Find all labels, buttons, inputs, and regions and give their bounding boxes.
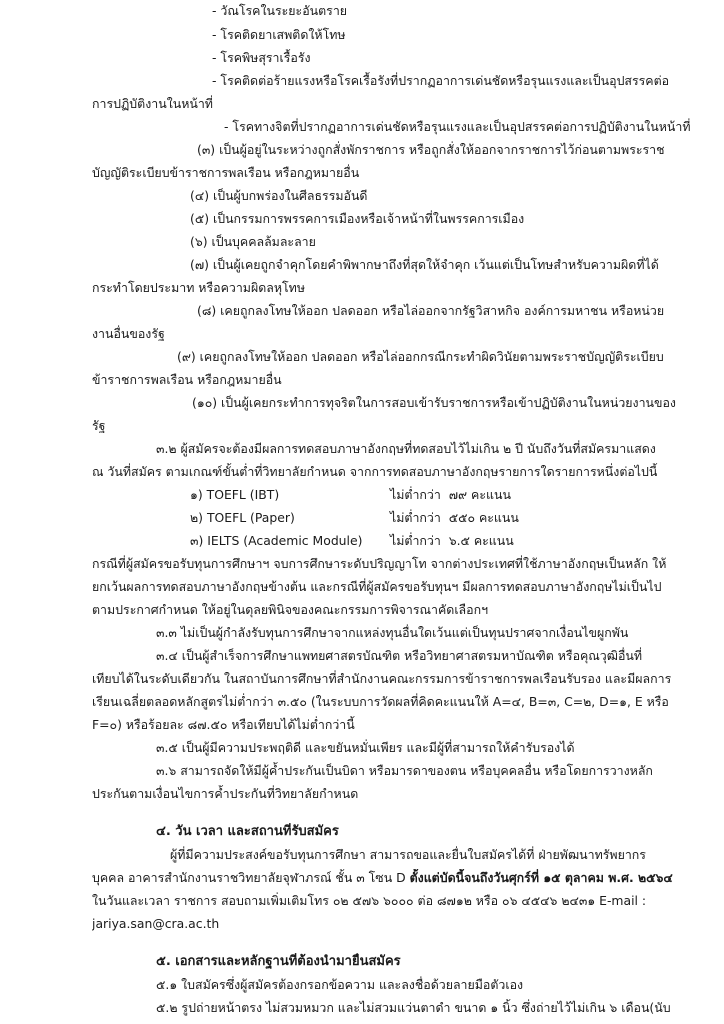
section4-location: บุคคล อาคารสำนักงานราชวิทยาลัยจุฬาภรณ์ ชั้น ๓ โซน D [92,870,410,885]
s3-6-line2: ประกันตามเงื่อนไขการค้ำประกันที่วิทยาลัยกำหนด [92,786,359,801]
s3-2-note3: ตามประกาศกำหนด ให้อยู่ในดุลยพินิจของคณะกรรมการพิจารณาคัดเลือกฯ [92,602,489,617]
item-vanrok: - วัณโรคในระยะอันตราย [212,3,348,18]
s3-5: ๓.๕ เป็นผู้มีความประพฤติดี และขยันหมั่นเพียร และมีผู้ที่สามารถให้คำรับรองได้ [156,740,575,755]
test-row [190,532,514,550]
disq-8-line2: งานอื่นของรัฐ [92,326,165,341]
test-min: ไม่ต่ำกว่า [390,533,441,548]
s3-2-note1: กรณีที่ผู้สมัครขอรับทุนการศึกษาฯ จบการศึกษาระดับปริญญาโท จากต่างประเทศที่ใช้ภาษาอังกฤษเป็นหลัก ให้ [92,556,667,571]
section4-line1: ผู้ที่มีความประสงค์ขอรับทุนการศึกษา สามารถขอและยื่นใบสมัครได้ที่ ฝ่ายพัฒนาทรัพยากร [170,847,646,862]
s3-2-line1: ๓.๒ ผู้สมัครจะต้องมีผลการทดสอบภาษาอังกฤษที่ทดสอบไว้ไม่เกิน ๒ ปี นับถึงวันที่สมัครมาแสดง [156,441,656,456]
item-drug: - โรคติดยาเสพติดให้โทษ [212,27,346,42]
disq-5: (๕) เป็นกรรมการพรรคการเมืองหรือเจ้าหน้าที่ในพรรคการเมือง [190,211,525,226]
item-contagious-line1: - โรคติดต่อร้ายแรงหรือโรคเรื้อรังที่ปรากฏอาการเด่นชัดหรือรุนแรงและเป็นอุปสรรคต่อ [212,73,670,88]
section4-line2 [92,869,694,887]
test-score: ๖.๕ คะแนน [448,533,514,548]
item-contagious-line2: การปฏิบัติงานในหน้าที่ [92,96,213,111]
section4-heading: ๔. วัน เวลา และสถานที่รับสมัคร [156,824,339,839]
s3-4-line3: เรียนเฉลี่ยตลอดหลักสูตรไม่ต่ำกว่า ๓.๕๐ (ในระบบการวัดผลที่คิดคะแนนให้ A=๔, B=๓, C=๒, D=๑, E หรือ [92,694,669,709]
test-min: ไม่ต่ำกว่า [390,487,441,502]
s3-4-line4: F=๐) หรือร้อยละ ๘๗.๕๐ หรือเทียบได้ไม่ต่ำกว่านี้ [92,717,355,732]
disq-3-line1: (๓) เป็นผู้อยู่ในระหว่างถูกสั่งพักราชการ หรือถูกสั่งให้ออกจากราชการไว้ก่อนตามพระราช [197,142,665,157]
s3-4-line1: ๓.๔ เป็นผู้สำเร็จการศึกษาแพทยศาสตรบัณฑิต หรือวิทยาศาสตรมหาบัณฑิต หรือคุณวุฒิอื่นที่ [156,648,643,663]
s3-2-note2: ยกเว้นผลการทดสอบภาษาอังกฤษข้างต้น และกรณีที่ผู้สมัครขอรับทุนฯ มีผลการทดสอบภาษาอังกฤษไม่เป็นไป [92,579,662,594]
section4-deadline: ตั้งแต่บัดนี้จนถึงวันศุกร์ที่ ๑๕ ตุลาคม พ.ศ. ๒๕๖๔ [409,870,673,885]
contact-email: jariya.san@cra.ac.th [92,916,220,931]
disq-7-line2: กระทำโดยประมาท หรือความผิดลหุโทษ [92,280,306,295]
test-score: ๕๕๐ คะแนน [448,510,519,525]
disq-9-line2: ข้าราชการพลเรือน หรือกฎหมายอื่น [92,372,282,387]
disq-7-line1: (๗) เป็นผู้เคยถูกจำคุกโดยคำพิพากษาถึงที่สุดให้จำคุก เว้นแต่เป็นโทษสำหรับความผิดที่ได้ [190,257,659,272]
section5-item2-line1: ๕.๒ รูปถ่ายหน้าตรง ไม่สวมหมวก และไม่สวมแว่นตาดำ ขนาด ๑ นิ้ว ซึ่งถ่ายไว้ไม่เกิน ๖ เดือน(นับ [156,1000,671,1015]
section5-heading: ๕. เอกสารและหลักฐานที่ต้องนำมายื่นสมัคร [156,954,401,969]
test-name: ๑) TOEFL (IBT) [190,487,280,502]
test-row [190,509,519,527]
disq-9-line1: (๙) เคยถูกลงโทษให้ออก ปลดออก หรือไล่ออกกรณีกระทำผิดวินัยตามพระราชบัญญัติระเบียบ [177,349,664,364]
s3-6-line1: ๓.๖ สามารถจัดให้มีผู้ค้ำประกันเป็นบิดา หรือมารดาของตน หรือบุคคลอื่น หรือโดยการวางหลัก [156,763,653,778]
disq-8-line1: (๘) เคยถูกลงโทษให้ออก ปลดออก หรือไล่ออกจากรัฐวิสาหกิจ องค์การมหาชน หรือหน่วย [197,303,665,318]
s3-4-line2: เทียบได้ในระดับเดียวกัน ในสถาบันการศึกษาที่สำนักงานคณะกรรมการข้าราชการพลเรือนรับรอง และมีผลการ [92,671,672,686]
section5-item1: ๕.๑ ใบสมัครซึ่งผู้สมัครต้องกรอกข้อความ และลงชื่อด้วยลายมือตัวเอง [156,977,524,992]
s3-2-line2: ณ วันที่สมัคร ตามเกณฑ์ขั้นต่ำที่วิทยาลัยกำหนด จากการทดสอบภาษาอังกฤษรายการใดรายการหนึ่งต่อไปนี้ [92,464,658,479]
test-name: ๒) TOEFL (Paper) [190,510,295,525]
item-alcohol: - โรคพิษสุราเรื้อรัง [212,50,311,65]
disq-4: (๔) เป็นผู้บกพร่องในศีลธรรมอันดี [190,188,368,203]
disq-3-line2: บัญญัติระเบียบข้าราชการพลเรือน หรือกฎหมายอื่น [92,165,360,180]
section4-line3: ในวันและเวลา ราชการ สอบถามเพิ่มเติมโทร ๐๒ ๕๗๖ ๖๐๐๐ ต่อ ๘๗๑๒ หรือ ๐๖ ๔๕๔๖ ๒๔๓๑ E-mail : [92,893,647,908]
item-mental: - โรคทางจิตที่ปรากฏอาการเด่นชัดหรือรุนแรงและเป็นอุปสรรคต่อการปฏิบัติงานในหน้าที่ [224,119,691,134]
test-min: ไม่ต่ำกว่า [390,510,441,525]
disq-10-line2: รัฐ [92,418,106,433]
test-name: ๓) IELTS (Academic Module) [190,533,363,548]
disq-6: (๖) เป็นบุคคลล้มละลาย [190,234,316,249]
test-row [190,486,511,504]
disq-10-line1: (๑๐) เป็นผู้เคยกระทำการทุจริตในการสอบเข้ารับราชการหรือเข้าปฏิบัติงานในหน่วยงานของ [192,395,676,410]
test-score: ๗๙ คะแนน [448,487,511,502]
s3-3: ๓.๓ ไม่เป็นผู้กำลังรับทุนการศึกษาจากแหล่งทุนอื่นใดเว้นแต่เป็นทุนปราศจากเงื่อนไขผูกพัน [156,625,629,640]
